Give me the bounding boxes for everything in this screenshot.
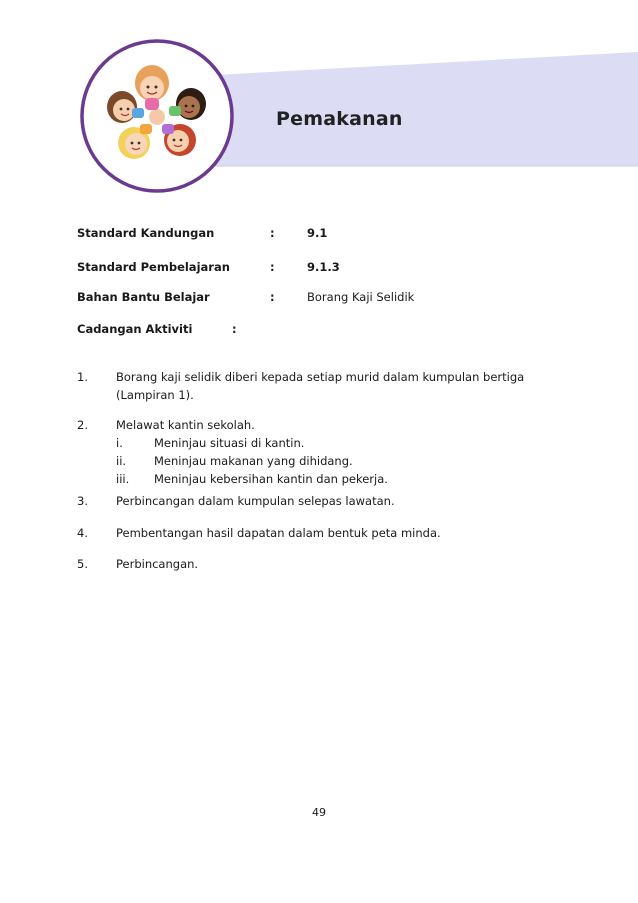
meta-colon: : xyxy=(270,260,275,274)
page-number: 49 xyxy=(312,806,326,819)
page-title: Pemakanan xyxy=(276,108,403,130)
meta-label: Cadangan Aktiviti xyxy=(77,322,193,336)
meta-colon: : xyxy=(270,226,275,240)
text-line: Melawat kantin sekolah. xyxy=(116,418,255,432)
list-item-number: 1. xyxy=(77,370,88,384)
list-item-text: Perbincangan dalam kumpulan selepas lawatan. xyxy=(116,494,395,508)
list-item-number: 4. xyxy=(77,526,88,540)
meta-label: Standard Pembelajaran xyxy=(77,260,230,274)
list-item-number: 2. xyxy=(77,418,88,432)
list-item-number: 3. xyxy=(77,494,88,508)
list-item-text xyxy=(116,368,576,404)
meta-label: Bahan Bantu Belajar xyxy=(77,290,210,304)
meta-value: Borang Kaji Selidik xyxy=(307,290,415,304)
meta-label: Standard Kandungan xyxy=(77,226,215,240)
sub-item-text: Meninjau makanan yang dihidang. xyxy=(154,454,353,468)
sub-item-number: i. xyxy=(116,436,123,450)
meta-value: 9.1 xyxy=(307,226,328,240)
sub-item-text: Meninjau kebersihan kantin dan pekerja. xyxy=(154,472,388,486)
list-item-text: Perbincangan. xyxy=(116,557,199,571)
list-item-text xyxy=(116,416,576,434)
list-item-text: Pembentangan hasil dapatan dalam bentuk peta minda. xyxy=(116,526,441,540)
header-banner xyxy=(0,0,638,200)
list-item-number: 5. xyxy=(77,557,88,571)
sub-item-number: ii. xyxy=(116,454,127,468)
sub-item-text: Meninjau situasi di kantin. xyxy=(154,436,305,450)
meta-colon: : xyxy=(270,290,275,304)
meta-value: 9.1.3 xyxy=(307,260,340,274)
text-line: Borang kaji selidik diberi kepada setiap murid dalam kumpulan bertiga xyxy=(116,370,525,384)
meta-colon: : xyxy=(232,322,237,336)
sub-item-number: iii. xyxy=(116,472,130,486)
text-line: (Lampiran 1). xyxy=(116,388,194,402)
